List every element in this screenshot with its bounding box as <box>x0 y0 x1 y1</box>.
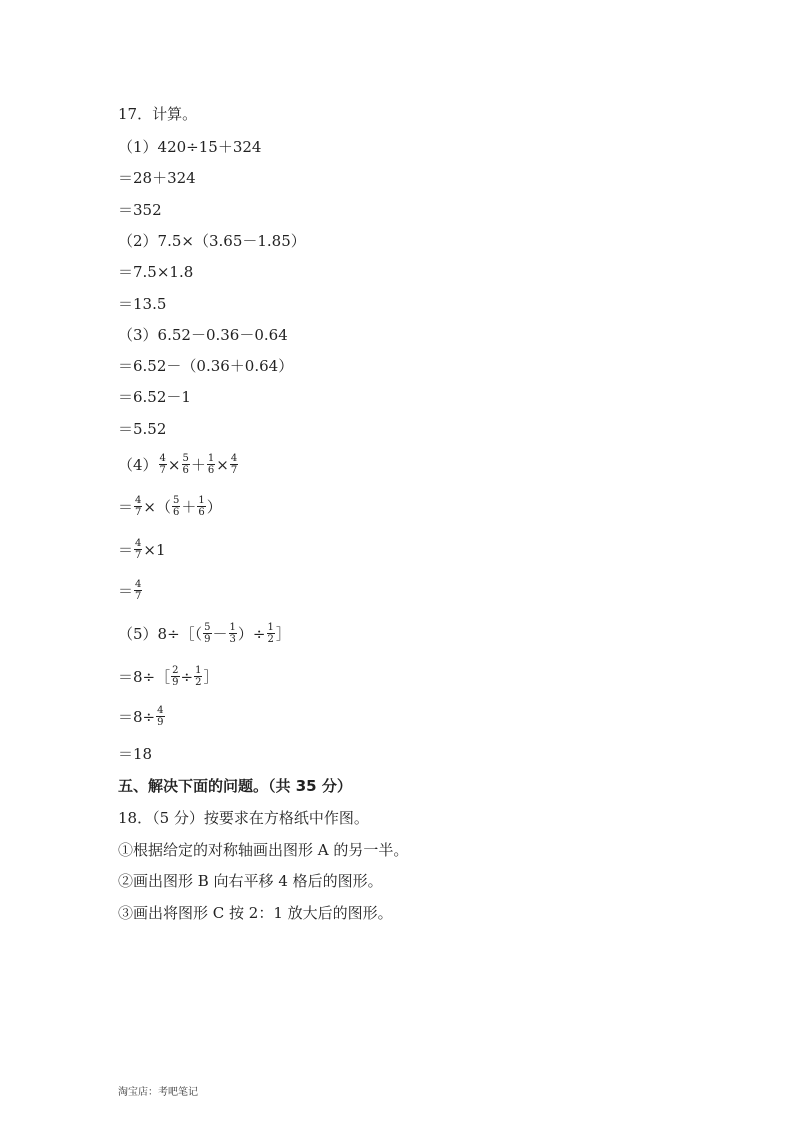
p1-expression: （1）420÷15＋324 <box>118 138 262 156</box>
problem-17-title: 17．计算。 <box>118 105 198 123</box>
p1-step: ＝28＋324 <box>118 169 196 187</box>
p5-result: ＝18 <box>118 745 153 763</box>
fraction-4-7: $\frac{4}{7}$ <box>159 453 166 476</box>
fraction-1-6: $\frac{1}{6}$ <box>198 495 205 518</box>
close-bracket: ］ <box>203 667 219 686</box>
fraction-5-9: $\frac{5}{9}$ <box>204 622 211 645</box>
fraction-4-7: $\frac{4}{7}$ <box>135 579 142 602</box>
p2-expression: （2）7.5×（3.65－1.85） <box>118 232 306 250</box>
close-paren-divide: ）÷ <box>237 624 266 643</box>
problem-18-item: ③画出将图形 C 按 2：1 放大后的图形。 <box>118 904 393 922</box>
p2-result: ＝13.5 <box>118 295 167 313</box>
times-one: ×1 <box>143 540 166 559</box>
problem-18-item: ①根据给定的对称轴画出图形 A 的另一半。 <box>118 841 409 859</box>
p4-result <box>118 579 143 602</box>
divide-sign: ÷ <box>180 667 194 686</box>
times-sign: × <box>167 455 181 474</box>
p3-expression: （3）6.52－0.36－0.64 <box>118 326 288 344</box>
fraction-1-2: $\frac{1}{2}$ <box>195 665 202 688</box>
open-bracket: ［ <box>155 667 171 686</box>
plus-sign: ＋ <box>190 455 206 474</box>
section-5-heading: 五、解决下面的问题。（共 35 分） <box>118 777 352 795</box>
fraction-4-7: $\frac{4}{7}$ <box>230 453 238 476</box>
p3-step-2: ＝6.52－1 <box>118 388 191 406</box>
p4-expression <box>118 453 239 476</box>
fraction-1-6: $\frac{1}{6}$ <box>207 453 215 476</box>
equals-sign: ＝ <box>118 497 134 516</box>
p3-result: ＝5.52 <box>118 420 167 438</box>
p1-result: ＝352 <box>118 201 162 219</box>
p2-step: ＝7.5×1.8 <box>118 263 194 281</box>
p4-step-1 <box>118 495 222 518</box>
fraction-1-3: $\frac{1}{3}$ <box>229 622 236 645</box>
times-sign: × <box>143 497 156 516</box>
p5-expression <box>118 622 291 645</box>
p3-step-1: ＝6.52－（0.36＋0.64） <box>118 357 294 375</box>
p5-label: （5）8÷［（ <box>118 624 203 643</box>
fraction-2-9: $\frac{2}{9}$ <box>172 665 179 688</box>
equals-eight-divide: ＝8÷ <box>118 667 156 686</box>
p4-step-2 <box>118 538 166 561</box>
times-sign: × <box>216 455 229 474</box>
problem-18-item: ②画出图形 B 向右平移 4 格后的图形。 <box>118 872 383 890</box>
fraction-5-6: $\frac{5}{6}$ <box>172 495 180 518</box>
minus-sign: － <box>212 624 228 643</box>
fraction-4-7: $\frac{4}{7}$ <box>135 538 142 561</box>
p5-step-2 <box>118 705 166 728</box>
equals-sign: ＝ <box>118 581 134 600</box>
equals-eight-divide: ＝8÷ <box>118 707 156 726</box>
close-bracket: ］ <box>275 624 291 643</box>
fraction-5-6: $\frac{5}{6}$ <box>182 453 189 476</box>
fraction-4-9: $\frac{4}{9}$ <box>157 705 164 728</box>
fraction-4-7: $\frac{4}{7}$ <box>135 495 142 518</box>
plus-sign: ＋ <box>181 497 197 516</box>
equals-sign: ＝ <box>118 540 134 559</box>
problem-18-title: 18．（5 分）按要求在方格纸中作图。 <box>118 809 369 827</box>
p4-label: （4） <box>118 455 158 474</box>
open-paren: （ <box>155 497 171 516</box>
fraction-1-2: $\frac{1}{2}$ <box>267 622 274 645</box>
footer-shop-note: 淘宝店：考吧笔记 <box>118 1087 198 1098</box>
p5-step-1 <box>118 665 218 688</box>
close-paren: ） <box>206 497 222 516</box>
